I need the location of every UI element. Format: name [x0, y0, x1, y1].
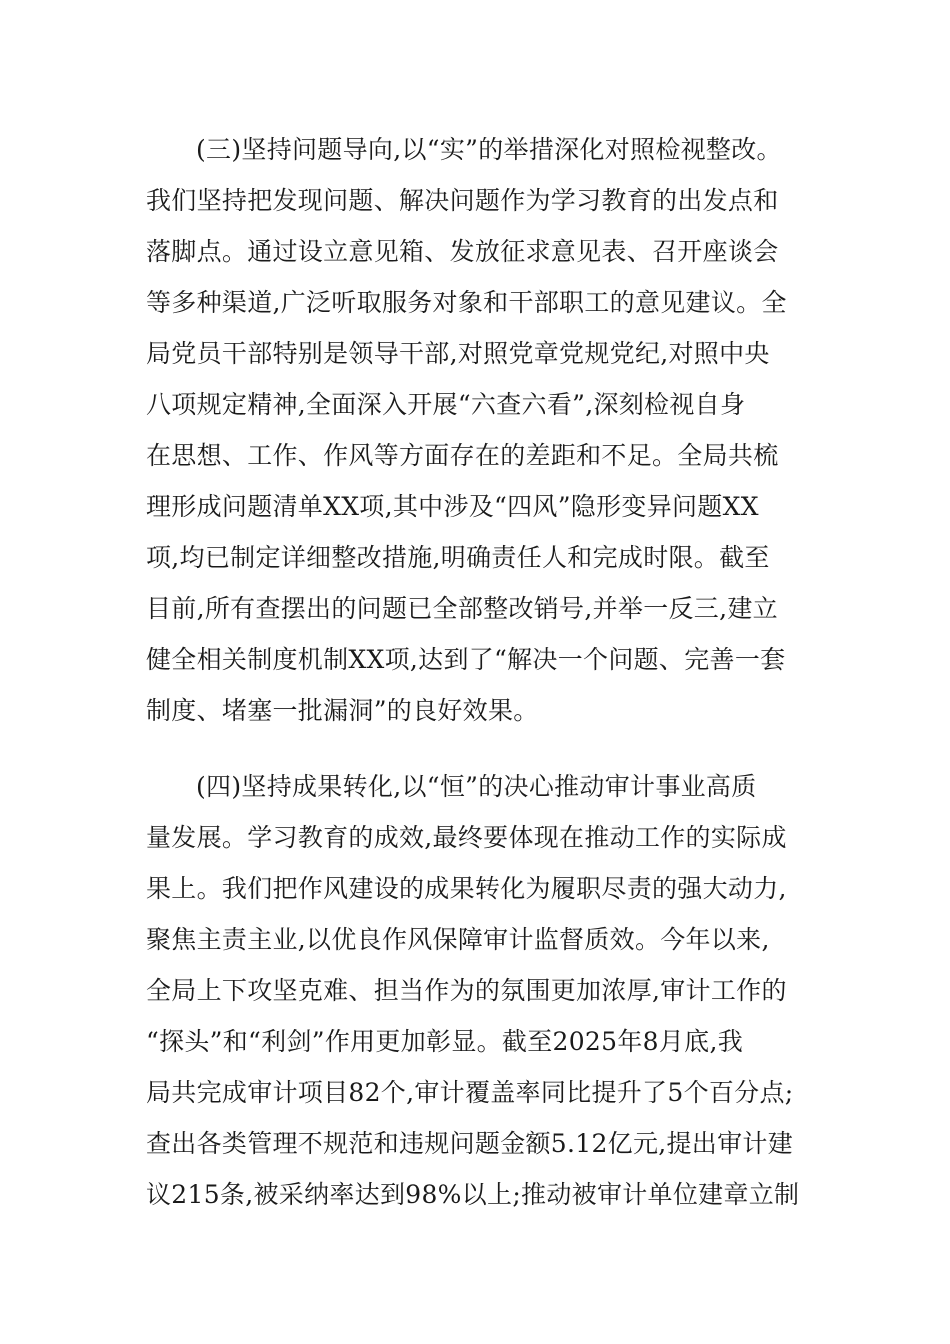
text-line: 议215条,被采纳率达到98%以上;推动被审计单位建章立制: [146, 1180, 800, 1209]
text-line: 局党员干部特别是领导干部,对照党章党规党纪,对照中央: [146, 339, 770, 368]
text-line: 果上。我们把作风建设的成果转化为履职尽责的强大动力,: [146, 874, 787, 903]
text-line: (三)坚持问题导向,以“实”的举措深化对照检视整改。: [196, 135, 782, 164]
text-line: 目前,所有查摆出的问题已全部整改销号,并举一反三,建立: [146, 594, 778, 623]
text-line: 制度、堵塞一批漏洞”的良好效果。: [146, 696, 539, 725]
text-line: 理形成问题清单XX项,其中涉及“四风”隐形变异问题XX: [146, 492, 759, 521]
text-line: 等多种渠道,广泛听取服务对象和干部职工的意见建议。全: [146, 288, 787, 317]
text-line: 落脚点。通过设立意见箱、发放征求意见表、召开座谈会: [146, 237, 779, 266]
text-line: 八项规定精神,全面深入开展“六查六看”,深刻检视自身: [146, 390, 746, 419]
text-line: 局共完成审计项目82个,审计覆盖率同比提升了5个百分点;: [146, 1078, 794, 1107]
text-line: 全局上下攻坚克难、担当作为的氛围更加浓厚,审计工作的: [146, 976, 787, 1005]
text-line: “探头”和“利剑”作用更加彰显。截至2025年8月底,我: [146, 1027, 743, 1056]
text-line: 量发展。学习教育的成效,最终要体现在推动工作的实际成: [146, 823, 787, 852]
text-line: 健全相关制度机制XX项,达到了“解决一个问题、完善一套: [146, 645, 786, 674]
text-line: 我们坚持把发现问题、解决问题作为学习教育的出发点和: [146, 186, 779, 215]
text-line: 在思想、工作、作风等方面存在的差距和不足。全局共梳: [146, 441, 779, 470]
text-line: (四)坚持成果转化,以“恒”的决心推动审计事业高质: [196, 772, 757, 801]
text-line: 查出各类管理不规范和违规问题金额5.12亿元,提出审计建: [146, 1129, 794, 1158]
text-line: 聚焦主责主业,以优良作风保障审计监督质效。今年以来,: [146, 925, 770, 954]
text-line: 项,均已制定详细整改措施,明确责任人和完成时限。截至: [146, 543, 770, 572]
